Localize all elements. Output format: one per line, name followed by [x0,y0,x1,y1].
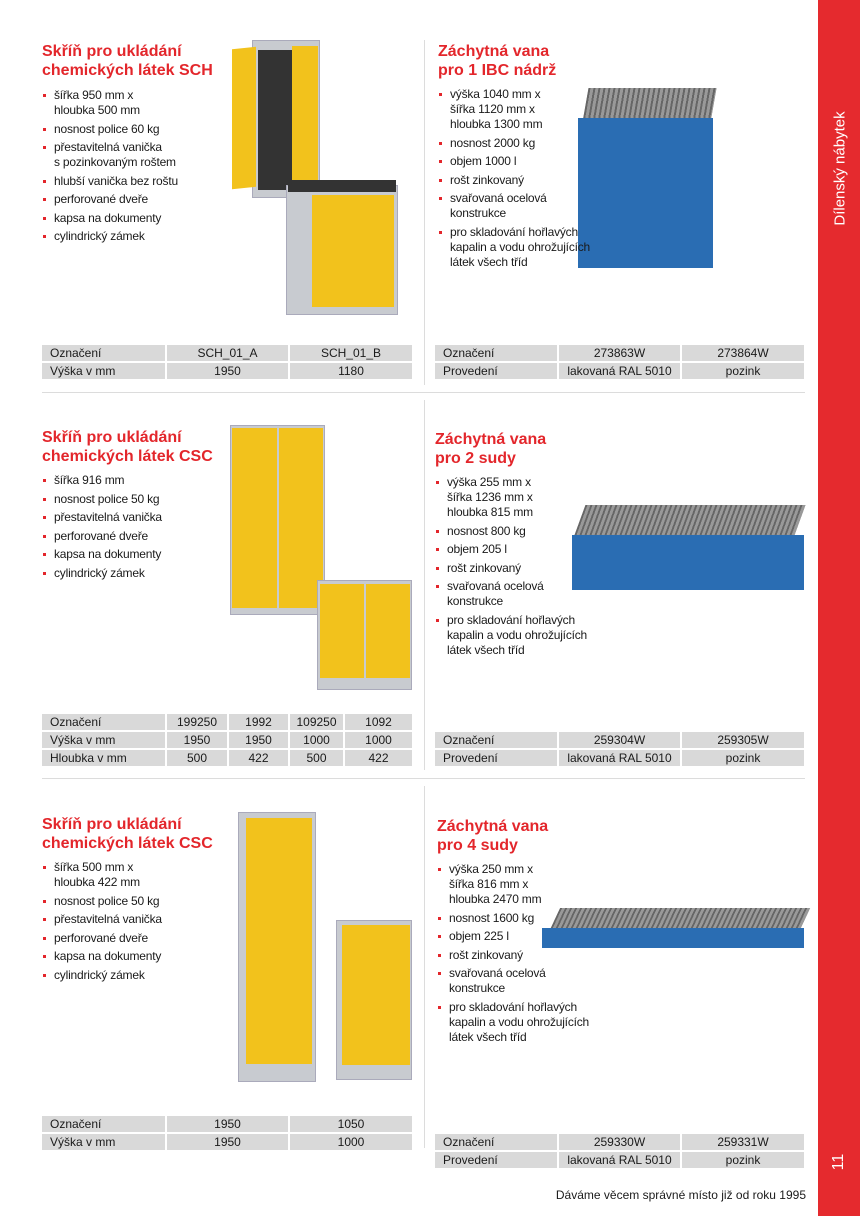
table-cell: 500 [290,750,343,766]
heading-line: Záchytná vana [438,43,550,60]
table-cell: 1180 [290,363,412,379]
feature-line: šířka 1120 mm x [450,102,535,116]
feature-line: nosnost police 50 kg [54,893,160,908]
table-cell: 1000 [290,732,343,748]
table-cell: 1950 [167,363,288,379]
table-cell: 1000 [345,732,412,748]
product-heading [438,42,556,80]
feature-item [437,966,597,996]
table-cell: 1950 [229,732,288,748]
table-cell: SCH_01_B [290,345,412,361]
feature-line: kapalin a vodu ohrožujících [450,239,591,254]
feature-line: pro skladování hořlavých [447,612,575,627]
feature-line: hloubka 422 mm [54,875,140,889]
feature-item [42,192,227,207]
feature-line: perforované dveře [54,930,148,945]
table-cell: 422 [345,750,412,766]
table-cell: 273864W [682,345,804,361]
feature-item [42,894,227,909]
feature-line: rošt zinkovaný [450,172,524,187]
feature-line: perforované dveře [54,528,148,543]
section-sidebar [818,0,860,1216]
feature-item [438,154,598,169]
feature-list [42,88,227,248]
feature-line: cylindrický zámek [54,565,145,580]
column-divider [424,786,425,1148]
table-cell: 259304W [559,732,680,748]
table-cell: lakovaná RAL 5010 [559,750,680,766]
feature-line: kapsa na dokumenty [54,210,162,225]
heading-line: Záchytná vana [435,431,547,448]
feature-item [42,510,227,525]
feature-line: šířka 816 mm x [449,877,529,891]
table-cell: 259331W [682,1134,804,1150]
feature-item [42,174,227,189]
table-cell: 1950 [167,732,227,748]
feature-item [42,949,227,964]
feature-item [438,191,598,221]
table-cell: 199250 [167,714,227,730]
table-row-label: Označení [42,1116,165,1132]
feature-item [438,136,598,151]
feature-line: s pozinkovaným roštem [54,155,176,169]
heading-line: chemických látek CSC [42,835,213,852]
feature-line: látek všech tříd [450,254,528,269]
column-divider [424,400,425,770]
table-cell: 259330W [559,1134,680,1150]
feature-line: nosnost 1600 kg [449,910,535,925]
table-cell: 1000 [290,1134,412,1150]
feature-item [435,579,595,609]
table-cell: 422 [229,750,288,766]
feature-item [42,529,227,544]
spec-table [435,732,804,766]
table-cell: 1950 [167,1134,288,1150]
feature-line: kapsa na dokumenty [54,547,162,561]
feature-item [42,492,227,507]
feature-item [42,140,227,170]
product-heading [42,42,213,80]
column-divider [424,40,425,385]
feature-line: hloubka 500 mm [54,103,140,117]
feature-line: výška 1040 mm x [450,87,541,101]
feature-item [437,1000,597,1045]
table-row-label: Výška v mm [42,732,165,748]
heading-line: Skříň pro ukládání [42,43,182,60]
table-cell: 109250 [290,714,343,730]
feature-line: objem 225 l [449,929,509,943]
feature-line: výška 255 mm x [447,475,531,489]
table-row-label: Hloubka v mm [42,750,165,766]
feature-line: šířka 500 mm x [54,860,134,874]
feature-line: svařovaná ocelová [449,966,546,980]
footer-slogan: Dáváme věcem správné místo již od roku 1995 [555,1188,806,1202]
table-row-label: Označení [42,714,165,730]
product-heading [42,428,213,466]
spec-table [42,1116,412,1150]
heading-line: pro 1 IBC nádrž [438,62,557,79]
feature-line: nosnost 800 kg [447,523,526,538]
table-cell: pozink [682,750,804,766]
feature-item [42,122,227,137]
product-heading [42,815,213,853]
feature-item [42,473,227,488]
feature-item [42,968,227,983]
feature-list [42,473,227,584]
feature-line: nosnost police 60 kg [54,121,160,136]
feature-item [438,173,598,188]
table-cell: pozink [682,1152,804,1168]
heading-line: pro 2 sudy [435,450,516,467]
table-cell: lakovaná RAL 5010 [559,1152,680,1168]
table-cell: 500 [167,750,227,766]
feature-line: konstrukce [447,594,504,608]
table-cell: 1950 [167,1116,288,1132]
feature-line: šířka 950 mm x [54,88,134,102]
feature-item [438,225,598,270]
feature-line: pro skladování hořlavých [449,999,577,1014]
table-row-label: Označení [435,345,557,361]
heading-line: Záchytná vana [437,818,549,835]
table-row-label: Provedení [435,1152,557,1168]
feature-line: hloubka 1300 mm [450,117,543,131]
feature-line: cylindrický zámek [54,967,145,982]
feature-line: svařovaná ocelová [450,191,547,205]
product-heading [435,430,546,468]
feature-item [435,542,595,557]
heading-line: pro 4 sudy [437,837,518,854]
table-cell: 1092 [345,714,412,730]
spec-table [42,714,412,766]
heading-line: Skříň pro ukládání [42,429,182,446]
feature-line: kapalin a vodu ohrožujících [449,1014,590,1029]
feature-line: kapalin a vodu ohrožujících [447,627,588,642]
feature-item [42,860,227,890]
feature-line: svařovaná ocelová [447,579,544,593]
feature-list [435,475,595,661]
feature-item [435,613,595,658]
feature-item [42,912,227,927]
table-cell: 259305W [682,732,804,748]
table-cell: 1050 [290,1116,412,1132]
feature-item [435,561,595,576]
feature-line: přestavitelná vanička [54,510,162,524]
feature-line: rošt zinkovaný [447,560,521,575]
product-heading [437,817,548,855]
table-cell: 273863W [559,345,680,361]
feature-item [42,547,227,562]
feature-list [437,862,597,1048]
feature-line: kapsa na dokumenty [54,949,162,963]
feature-item [435,475,595,520]
feature-item [435,524,595,539]
feature-line: konstrukce [449,981,506,995]
table-row-label: Výška v mm [42,363,165,379]
feature-item [437,911,597,926]
feature-item [437,948,597,963]
spec-table [435,1134,804,1168]
feature-list [438,87,598,273]
feature-item [437,862,597,907]
row-divider [42,778,805,779]
feature-line: perforované dveře [54,192,148,206]
row-divider [42,392,805,393]
feature-line: látek všech tříd [449,1029,527,1044]
feature-line: cylindrický zámek [54,229,145,243]
feature-item [42,931,227,946]
table-row-label: Označení [435,732,557,748]
table-row-label: Označení [435,1134,557,1150]
feature-line: objem 205 l [447,542,507,556]
table-row-label: Výška v mm [42,1134,165,1150]
feature-line: šířka 1236 mm x [447,490,533,504]
feature-line: nosnost 2000 kg [450,135,536,150]
table-cell: 1992 [229,714,288,730]
feature-line: přestavitelná vanička [54,912,162,926]
section-title: Dílenský nábytek [831,111,849,226]
feature-line: objem 1000 l [450,154,517,168]
feature-line: hloubka 815 mm [447,505,533,519]
heading-line: chemických látek CSC [42,448,213,465]
feature-item [42,566,227,581]
feature-line: konstrukce [450,206,507,220]
heading-line: chemických látek SCH [42,62,213,79]
spec-table [435,345,804,379]
spec-table [42,345,412,379]
feature-item [438,87,598,132]
feature-line: výška 250 mm x [449,862,533,876]
feature-line: látek všech tříd [447,642,525,657]
heading-line: Skříň pro ukládání [42,816,182,833]
feature-item [42,211,227,226]
feature-line: hloubka 2470 mm [449,892,542,906]
table-cell: pozink [682,363,804,379]
table-row-label: Označení [42,345,165,361]
table-cell: SCH_01_A [167,345,288,361]
feature-line: přestavitelná vanička [54,140,162,154]
feature-line: rošt zinkovaný [449,947,523,962]
feature-item [437,929,597,944]
feature-line: šířka 916 mm [54,473,125,487]
feature-line: pro skladování hořlavých [450,224,578,239]
feature-line: nosnost police 50 kg [54,491,160,506]
page-number: 11 [830,1153,847,1171]
feature-list [42,860,227,986]
feature-line: hlubší vanička bez roštu [54,173,178,188]
table-cell: lakovaná RAL 5010 [559,363,680,379]
feature-item [42,229,227,244]
table-row-label: Provedení [435,750,557,766]
table-row-label: Provedení [435,363,557,379]
feature-item [42,88,227,118]
